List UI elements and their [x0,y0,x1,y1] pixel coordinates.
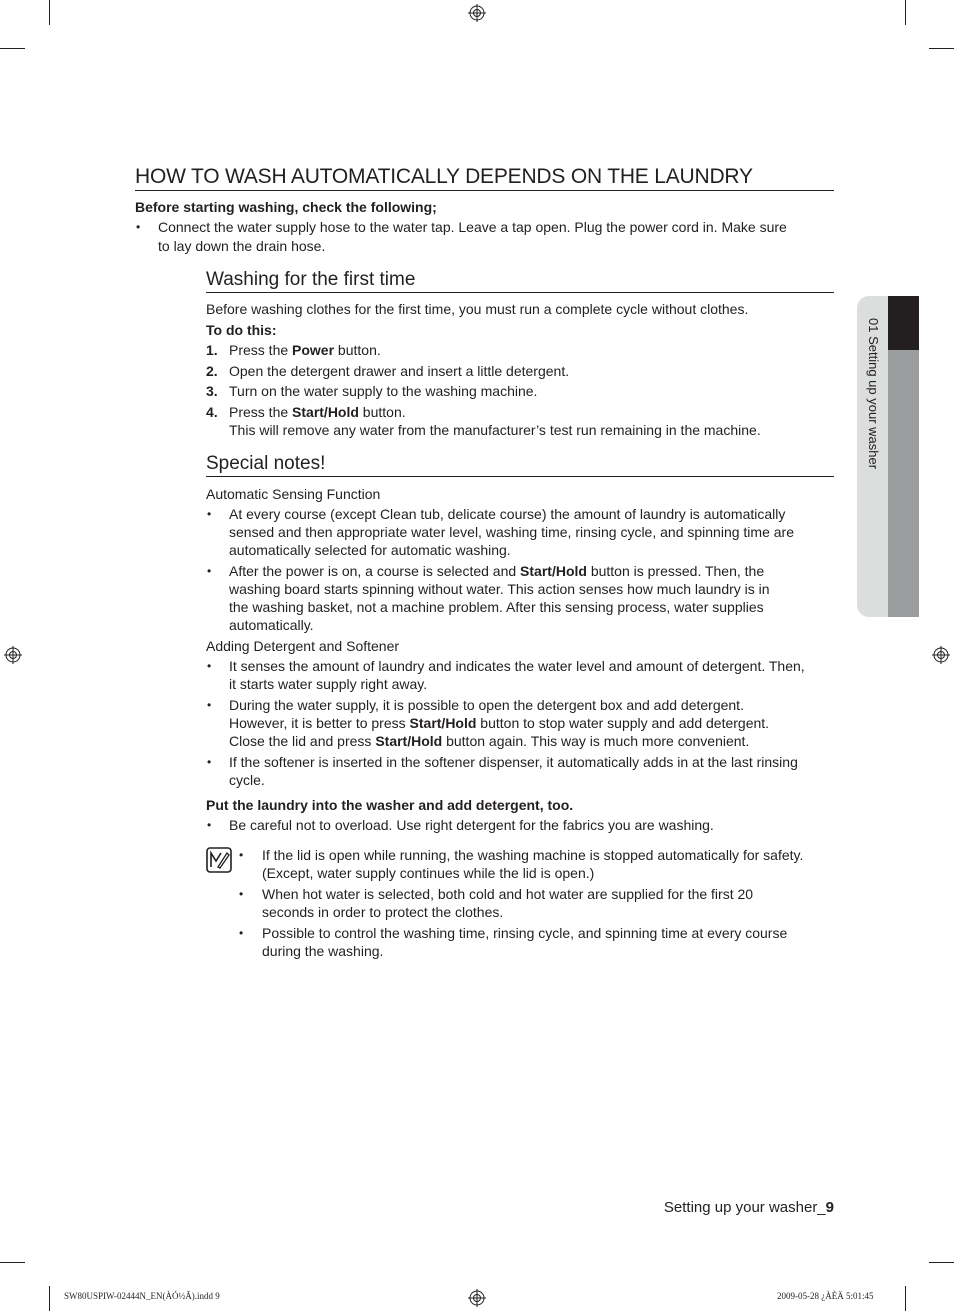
auto-sensing-title: Automatic Sensing Function [206,486,381,502]
print-slug-file: SW80USPIW-02444N_EN(ÀÓ½Ã).indd 9 [64,1291,220,1301]
note-line: Possible to control the washing time, rinsing cycle, and spinning time at every course [262,925,788,941]
side-tab-bar [888,350,919,617]
bullet-line: automatically selected for automatic washing. [229,542,511,558]
page-heading: HOW TO WASH AUTOMATICALLY DEPENDS ON THE LAUNDRY [135,164,834,191]
bullet-line: If the softener is inserted in the softener dispenser, it automatically adds in at the last rinsing [229,754,798,770]
step-number: 3. [206,383,218,399]
side-tab-label: 01 Setting up your washer [866,318,881,470]
note-line: during the washing. [262,943,384,959]
bullet-line: It senses the amount of laundry and indicates the water level and amount of detergent. Then, [229,658,805,674]
bullet: • [239,848,244,862]
bullet-line: However, it is better to press Start/Hold button to stop water supply and add detergent. [229,715,770,731]
bullet: • [207,507,212,521]
bullet: • [239,887,244,901]
step-text: Open the detergent drawer and insert a little detergent. [229,363,570,379]
step-number: 4. [206,404,218,420]
registration-mark-icon [932,646,950,664]
bullet: • [207,698,212,712]
crop-mark [0,1262,25,1263]
note-pencil-icon [206,847,232,873]
before-bullet-line: to lay down the drain hose. [158,238,326,254]
registration-mark-icon [4,646,22,664]
before-title: Before starting washing, check the following; [135,199,437,215]
before-bullet-line: Connect the water supply hose to the water tap. Leave a tap open. Plug the power cord in. Make sure [158,219,787,235]
step-text: Press the Start/Hold button. [229,404,406,420]
side-tab-marker [888,296,919,350]
note-line: seconds in order to protect the clothes. [262,904,504,920]
bullet: • [136,220,141,234]
bullet-line: the washing basket, not a machine problem. After this sensing process, water supplies [229,599,764,615]
bullet-line: After the power is on, a course is selected and Start/Hold button is pressed. Then, the [229,563,765,579]
bullet-line: cycle. [229,772,265,788]
crop-mark [905,1286,906,1311]
note-line: When hot water is selected, both cold and hot water are supplied for the first 20 [262,886,754,902]
bullet: • [207,818,212,832]
note-line: (Except, water supply continues while the lid is open.) [262,865,595,881]
section-heading-special: Special notes! [206,452,834,477]
bullet-line: it starts water supply right away. [229,676,428,692]
section-heading-first-time: Washing for the first time [206,268,834,293]
detergent-title: Adding Detergent and Softener [206,638,400,654]
bullet-line: At every course (except Clean tub, delicate course) the amount of laundry is automatically [229,506,786,522]
step-text: Press the Power button. [229,342,381,358]
crop-mark [49,0,50,25]
page-footer: Setting up your washer_9 [663,1199,834,1216]
bullet-line: Be careful not to overload. Use right detergent for the fabrics you are washing. [229,817,714,833]
crop-mark [929,48,954,49]
bullet-line: During the water supply, it is possible to open the detergent box and add detergent. [229,697,744,713]
step-text: Turn on the water supply to the washing machine. [229,383,538,399]
bullet-line: automatically. [229,617,314,633]
bullet-line: sensed and then appropriate water level, washing time, rinsing cycle, and spinning time are [229,524,794,540]
first-time-intro: Before washing clothes for the first time, you must run a complete cycle without clothes. [206,301,749,317]
bullet: • [207,659,212,673]
bullet-line: washing board starts spinning without water. This action senses how much laundry is in [229,581,770,597]
put-laundry-title: Put the laundry into the washer and add detergent, too. [206,797,574,813]
step-number: 2. [206,363,218,379]
note-line: If the lid is open while running, the washing machine is stopped automatically for safety. [262,847,804,863]
bullet-line: Close the lid and press Start/Hold button again. This way is much more convenient. [229,733,750,749]
registration-mark-icon [468,1289,486,1307]
registration-mark-icon [468,4,486,22]
crop-mark [0,48,25,49]
crop-mark [905,0,906,25]
bullet: • [207,564,212,578]
step-number: 1. [206,342,218,358]
crop-mark [49,1286,50,1311]
step-text: This will remove any water from the manufacturer’s test run remaining in the machine. [229,422,761,438]
bullet: • [207,755,212,769]
todo-label: To do this: [206,322,277,338]
crop-mark [929,1262,954,1263]
print-slug-date: 2009-05-28 ¿ÀÈÄ 5:01:45 [777,1291,874,1301]
bullet: • [239,926,244,940]
